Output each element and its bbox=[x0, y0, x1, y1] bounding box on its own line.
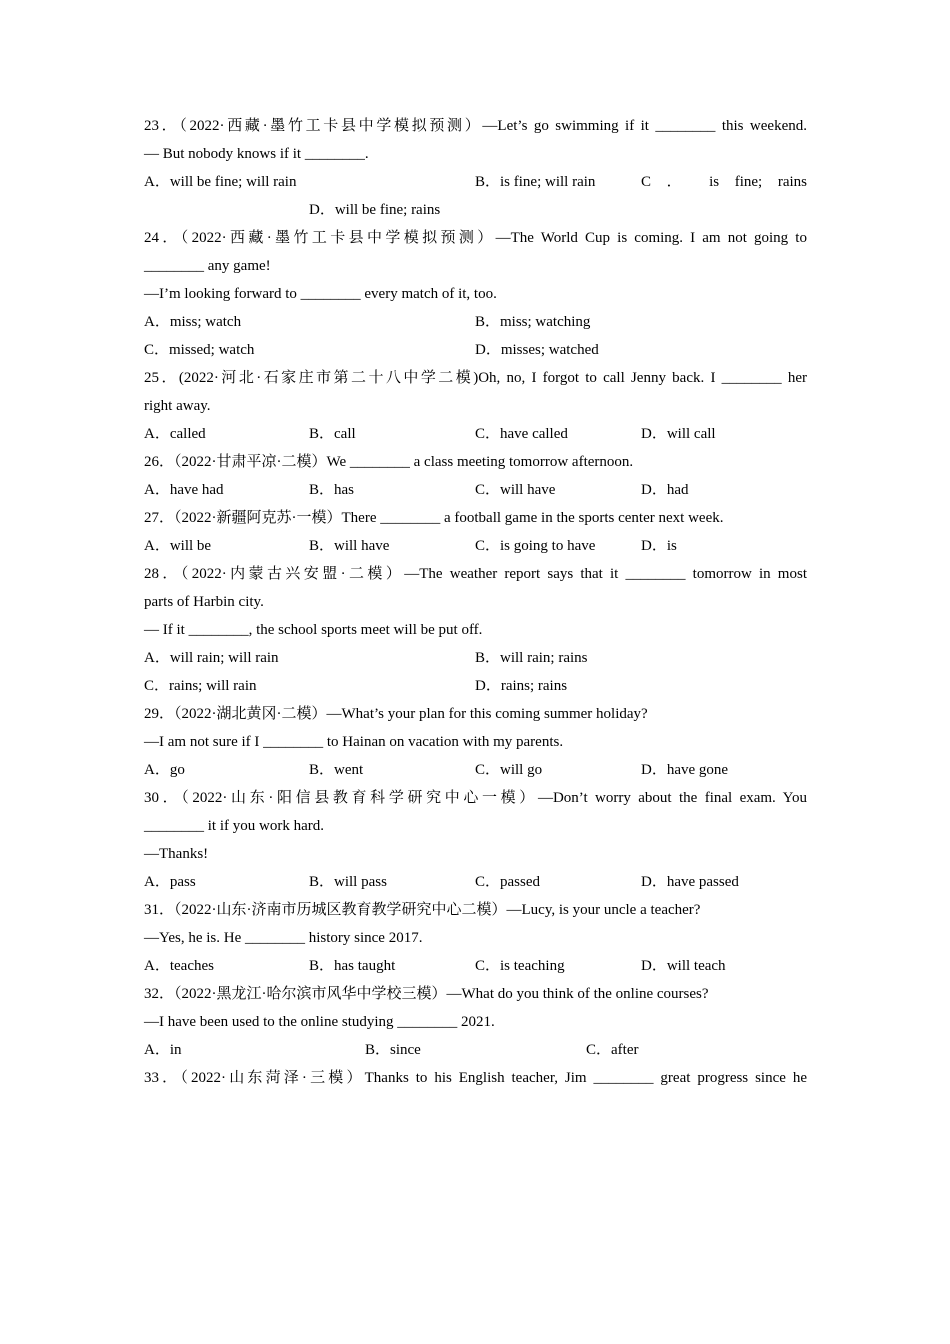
option-c[interactable]: C．missed; watch bbox=[144, 342, 255, 358]
question-stem-line bbox=[144, 448, 807, 476]
question-source: （2022·黑龙江·哈尔滨市风华中学校三模） bbox=[174, 986, 447, 1002]
question-stem-line bbox=[144, 112, 807, 140]
option-a[interactable]: A．will be fine; will rain bbox=[144, 174, 297, 190]
question-stem-text: ________ it if you work hard. bbox=[144, 818, 324, 834]
question-26 bbox=[144, 448, 807, 504]
question-number: 32． bbox=[144, 986, 175, 1002]
question-stem-line bbox=[144, 700, 807, 728]
question-stem-text: Thanks to his English teacher, Jim ________ great progress since he bbox=[364, 1070, 807, 1086]
question-source: （2022·山东·济南市历城区教育教学研究中心二模） bbox=[174, 902, 507, 918]
question-32 bbox=[144, 980, 807, 1064]
question-source: （2022·山东·阳信县教育科学研究中心一模） bbox=[181, 790, 538, 806]
option-b[interactable]: B．miss; watching bbox=[475, 314, 591, 330]
option-a[interactable]: A．go bbox=[144, 762, 185, 778]
question-stem-text: —Don’t worry about the final exam. You bbox=[537, 790, 807, 806]
options-row bbox=[144, 476, 807, 504]
question-number: 23． bbox=[144, 118, 180, 134]
question-number: 28． bbox=[144, 566, 181, 582]
question-33 bbox=[144, 1064, 807, 1092]
question-stem-text: We ________ a class meeting tomorrow afternoon. bbox=[326, 454, 634, 470]
question-stem-line bbox=[144, 560, 807, 588]
option-b[interactable]: B．will rain; rains bbox=[475, 650, 588, 666]
question-stem-line bbox=[144, 924, 807, 952]
option-a[interactable]: A．will be bbox=[144, 538, 212, 554]
question-stem-line bbox=[144, 588, 807, 616]
options-row bbox=[144, 308, 807, 336]
question-23 bbox=[144, 112, 807, 224]
question-31 bbox=[144, 896, 807, 980]
option-d[interactable]: D．have passed bbox=[641, 874, 739, 890]
question-stem-text: —Lucy, is your uncle a teacher? bbox=[506, 902, 701, 918]
question-stem-text: —What’s your plan for this coming summer holiday? bbox=[326, 706, 648, 722]
question-source: （2022·西藏·墨竹工卡县中学模拟预测） bbox=[180, 230, 496, 246]
options-row bbox=[144, 196, 807, 224]
option-d[interactable]: D．will call bbox=[641, 426, 716, 442]
question-stem-line bbox=[144, 504, 807, 532]
option-a[interactable]: A．teaches bbox=[144, 958, 214, 974]
option-b[interactable]: B．call bbox=[309, 426, 356, 442]
question-stem-line bbox=[144, 980, 807, 1008]
option-c[interactable]: C．have called bbox=[475, 426, 568, 442]
question-source: （2022·山东菏泽·三模） bbox=[180, 1070, 365, 1086]
question-source: (2022·河北·石家庄市第二十八中学二模) bbox=[178, 370, 479, 386]
question-stem-line bbox=[144, 280, 807, 308]
options-row bbox=[144, 336, 807, 364]
question-stem-text: —I am not sure if I ________ to Hainan on vacation with my parents. bbox=[144, 734, 564, 750]
options-row bbox=[144, 420, 807, 448]
question-number: 25． bbox=[144, 370, 179, 386]
question-stem-text: ________ any game! bbox=[144, 258, 271, 274]
options-row bbox=[144, 672, 807, 700]
question-stem-text: — But nobody knows if it ________. bbox=[144, 146, 369, 162]
question-stem-text: —What do you think of the online courses? bbox=[446, 986, 709, 1002]
question-number: 31． bbox=[144, 902, 175, 918]
question-stem-line bbox=[144, 616, 807, 644]
option-d[interactable]: D．will be fine; rains bbox=[309, 202, 441, 218]
question-number: 24． bbox=[144, 230, 181, 246]
option-a[interactable]: A．will rain; will rain bbox=[144, 650, 279, 666]
option-a[interactable]: A．miss; watch bbox=[144, 314, 242, 330]
options-row bbox=[144, 532, 807, 560]
option-a[interactable]: A．have had bbox=[144, 482, 224, 498]
question-number: 26． bbox=[144, 454, 175, 470]
option-b[interactable]: B．will pass bbox=[309, 874, 387, 890]
question-number: 27． bbox=[144, 510, 175, 526]
question-source: （2022·湖北黄冈·二模） bbox=[174, 706, 327, 722]
question-stem-text: Oh, no, I forgot to call Jenny back. I ________ her bbox=[478, 370, 807, 386]
option-a[interactable]: A．pass bbox=[144, 874, 196, 890]
question-list bbox=[144, 112, 807, 1092]
question-stem-line bbox=[144, 1008, 807, 1036]
option-c[interactable]: C ． is fine; rains bbox=[641, 174, 807, 190]
question-stem-line bbox=[144, 1064, 807, 1092]
question-stem-text: —Let’s go swimming if it ________ this weekend. bbox=[482, 118, 807, 134]
question-stem-line bbox=[144, 812, 807, 840]
question-stem-text: parts of Harbin city. bbox=[144, 594, 264, 610]
question-stem-line bbox=[144, 364, 807, 392]
question-source: （2022·内蒙古兴安盟·二模） bbox=[180, 566, 405, 582]
question-source: （2022·西藏·墨竹工卡县中学模拟预测） bbox=[179, 118, 483, 134]
option-b[interactable]: B．is fine; will rain bbox=[475, 174, 596, 190]
question-stem-text: —The weather report says that it ________ tomorrow in most bbox=[404, 566, 807, 582]
question-stem-line bbox=[144, 784, 807, 812]
question-stem-line bbox=[144, 140, 807, 168]
option-b[interactable]: B．has taught bbox=[309, 958, 396, 974]
question-30 bbox=[144, 784, 807, 896]
question-source: （2022·新疆阿克苏·一模） bbox=[174, 510, 342, 526]
option-c[interactable]: C．after bbox=[586, 1042, 639, 1058]
option-b[interactable]: B．has bbox=[309, 482, 355, 498]
question-stem-line bbox=[144, 224, 807, 252]
question-29 bbox=[144, 700, 807, 784]
option-a[interactable]: A．called bbox=[144, 426, 206, 442]
question-stem-line bbox=[144, 840, 807, 868]
question-stem-line bbox=[144, 728, 807, 756]
option-d[interactable]: D．is bbox=[641, 538, 677, 554]
question-number: 33． bbox=[144, 1070, 181, 1086]
options-row bbox=[144, 168, 807, 196]
question-number: 29． bbox=[144, 706, 175, 722]
option-c[interactable]: C．passed bbox=[475, 874, 540, 890]
question-stem-line bbox=[144, 252, 807, 280]
option-d[interactable]: D．had bbox=[641, 482, 689, 498]
option-c[interactable]: C．will go bbox=[475, 762, 543, 778]
option-d[interactable]: D．will teach bbox=[641, 958, 726, 974]
question-stem-text: —Yes, he is. He ________ history since 2017. bbox=[144, 930, 423, 946]
option-a[interactable]: A．in bbox=[144, 1042, 182, 1058]
question-stem-line bbox=[144, 896, 807, 924]
option-c[interactable]: C．is teaching bbox=[475, 958, 565, 974]
option-d[interactable]: D．have gone bbox=[641, 762, 729, 778]
option-c[interactable]: C．rains; will rain bbox=[144, 678, 257, 694]
question-stem-text: —I have been used to the online studying ________ 2021. bbox=[144, 1014, 495, 1030]
options-row bbox=[144, 644, 807, 672]
question-stem-text: —The World Cup is coming. I am not going to bbox=[495, 230, 807, 246]
option-d[interactable]: D．rains; rains bbox=[475, 678, 568, 694]
option-b[interactable]: B．will have bbox=[309, 538, 390, 554]
question-source: （2022·甘肃平凉·二模） bbox=[174, 454, 327, 470]
question-stem-line bbox=[144, 392, 807, 420]
question-stem-text: right away. bbox=[144, 398, 211, 414]
question-number: 30． bbox=[144, 790, 182, 806]
options-row bbox=[144, 868, 807, 896]
option-b[interactable]: B．went bbox=[309, 762, 364, 778]
question-28 bbox=[144, 560, 807, 700]
option-b[interactable]: B．since bbox=[365, 1042, 421, 1058]
question-stem-text: — If it ________, the school sports meet will be put off. bbox=[144, 622, 483, 638]
options-row bbox=[144, 952, 807, 980]
question-27 bbox=[144, 504, 807, 560]
question-25 bbox=[144, 364, 807, 448]
option-d[interactable]: D．misses; watched bbox=[475, 342, 599, 358]
question-stem-text: —I’m looking forward to ________ every match of it, too. bbox=[144, 286, 497, 302]
question-stem-text: There ________ a football game in the sports center next week. bbox=[341, 510, 724, 526]
option-c[interactable]: C．is going to have bbox=[475, 538, 596, 554]
options-row bbox=[144, 1036, 807, 1064]
option-c[interactable]: C．will have bbox=[475, 482, 556, 498]
question-stem-text: —Thanks! bbox=[144, 846, 209, 862]
options-row bbox=[144, 756, 807, 784]
question-24 bbox=[144, 224, 807, 364]
